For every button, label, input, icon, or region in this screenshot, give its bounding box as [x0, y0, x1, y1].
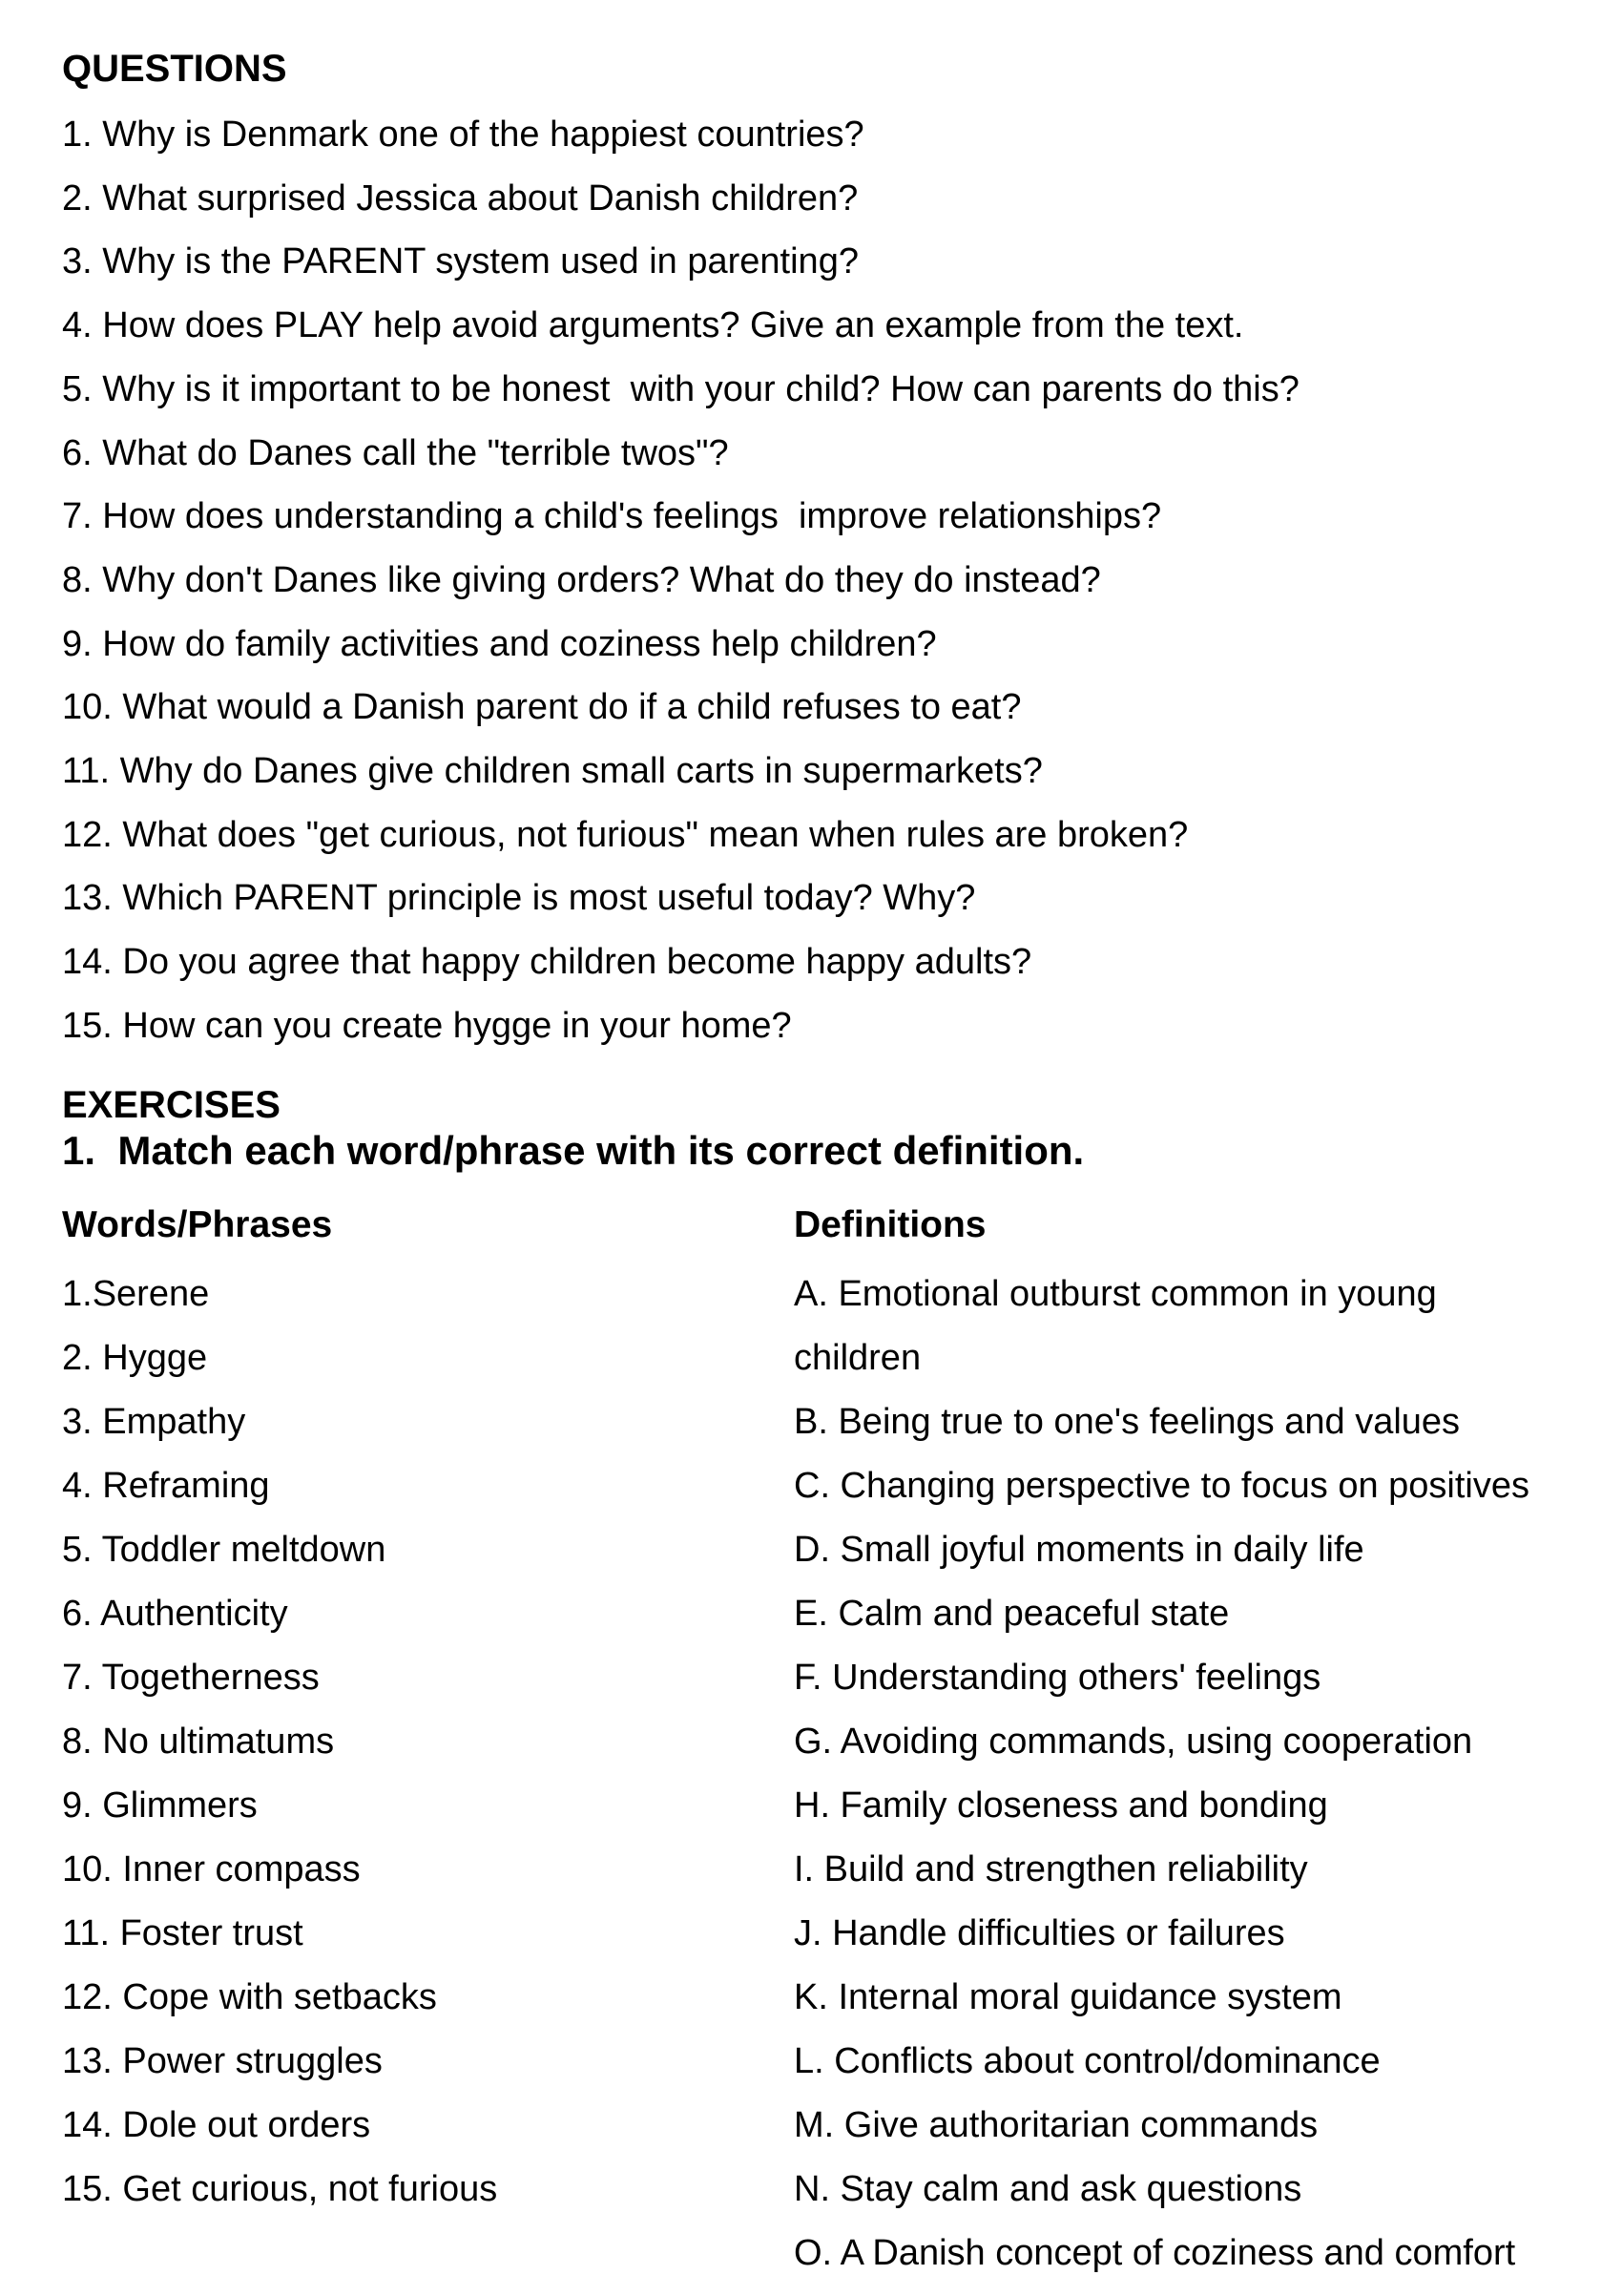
- definition-item: I. Build and strengthen reliability: [794, 1849, 1308, 1889]
- word-phrase-item: 12. Cope with setbacks: [62, 1977, 437, 2017]
- question-item: 13. Which PARENT principle is most useful today? Why?: [62, 878, 976, 919]
- questions-heading: QUESTIONS: [62, 48, 287, 90]
- question-item: 1. Why is Denmark one of the happiest countries?: [62, 115, 864, 155]
- word-phrase-item: 4. Reframing: [62, 1466, 270, 1506]
- definition-item: A. Emotional outburst common in young: [794, 1274, 1437, 1314]
- definition-item: L. Conflicts about control/dominance: [794, 2041, 1381, 2081]
- definition-item: M. Give authoritarian commands: [794, 2105, 1319, 2145]
- question-item: 8. Why don't Danes like giving orders? What do they do instead?: [62, 559, 1101, 600]
- definition-item: F. Understanding others' feelings: [794, 1658, 1321, 1698]
- word-phrase-item: 15. Get curious, not furious: [62, 2169, 498, 2209]
- word-phrase-item: 1.Serene: [62, 1274, 210, 1314]
- word-phrase-item: 8. No ultimatums: [62, 1722, 335, 1762]
- definition-item: B. Being true to one's feelings and values: [794, 1402, 1461, 1442]
- definition-item: K. Internal moral guidance system: [794, 1977, 1342, 2017]
- word-phrase-item: 7. Togetherness: [62, 1658, 320, 1698]
- word-phrase-item: 13. Power struggles: [62, 2041, 383, 2081]
- definition-item: G. Avoiding commands, using cooperation: [794, 1722, 1473, 1762]
- exercises-heading: EXERCISES: [62, 1084, 281, 1126]
- question-item: 5. Why is it important to be honest with your child? How can parents do this?: [62, 368, 1300, 409]
- question-item: 10. What would a Danish parent do if a child refuses to eat?: [62, 687, 1022, 728]
- question-item: 2. What surprised Jessica about Danish children?: [62, 177, 859, 219]
- question-item: 15. How can you create hygge in your home?: [62, 1005, 792, 1046]
- word-phrase-item: 9. Glimmers: [62, 1785, 258, 1826]
- word-phrase-item: 3. Empathy: [62, 1402, 246, 1442]
- definition-item: H. Family closeness and bonding: [794, 1785, 1328, 1826]
- question-item: 12. What does "get curious, not furious" mean when rules are broken?: [62, 814, 1189, 855]
- definition-item: O. A Danish concept of coziness and comfort: [794, 2233, 1516, 2273]
- word-phrase-item: 14. Dole out orders: [62, 2105, 371, 2145]
- definitions-column-header: Definitions: [794, 1204, 987, 1245]
- question-item: 9. How do family activities and coziness help children?: [62, 623, 937, 664]
- question-item: 6. What do Danes call the "terrible twos"?: [62, 432, 729, 473]
- definition-item: children: [794, 1338, 922, 1378]
- word-phrase-item: 6. Authenticity: [62, 1594, 288, 1634]
- question-item: 3. Why is the PARENT system used in parenting?: [62, 241, 859, 282]
- question-item: 14. Do you agree that happy children become happy adults?: [62, 942, 1032, 983]
- definition-item: J. Handle difficulties or failures: [794, 1913, 1285, 1953]
- definition-item: C. Changing perspective to focus on positives: [794, 1466, 1529, 1506]
- word-phrase-item: 2. Hygge: [62, 1338, 208, 1378]
- definition-item: D. Small joyful moments in daily life: [794, 1530, 1364, 1570]
- question-item: 4. How does PLAY help avoid arguments? Give an example from the text.: [62, 305, 1244, 346]
- exercise-1-title: 1. Match each word/phrase with its correct definition.: [62, 1128, 1085, 1173]
- question-item: 11. Why do Danes give children small carts in supermarkets?: [62, 751, 1043, 791]
- question-item: 7. How does understanding a child's feelings improve relationships?: [62, 496, 1162, 537]
- definition-item: E. Calm and peaceful state: [794, 1594, 1230, 1634]
- word-phrase-item: 5. Toddler meltdown: [62, 1530, 386, 1570]
- word-phrase-item: 10. Inner compass: [62, 1849, 361, 1889]
- words-phrases-column-header: Words/Phrases: [62, 1204, 333, 1245]
- word-phrase-item: 11. Foster trust: [62, 1913, 303, 1953]
- definition-item: N. Stay calm and ask questions: [794, 2169, 1302, 2209]
